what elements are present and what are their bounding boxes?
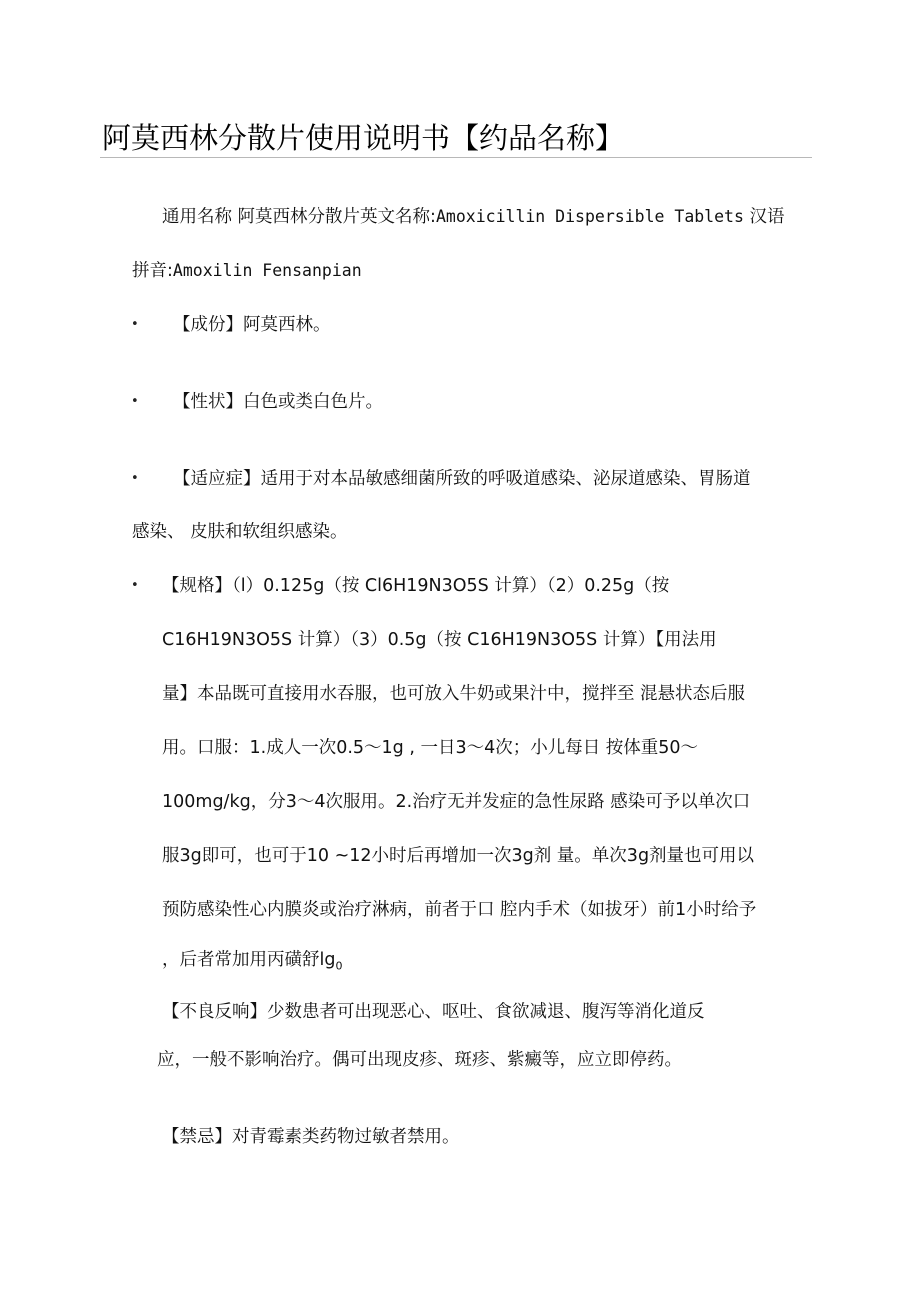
ingredients-text: 【成份】阿莫西林。 [173, 315, 331, 335]
specs-last-subscript: 0 [335, 959, 343, 973]
name-line-2 [132, 257, 362, 285]
pinyin-name-text: Amoxilin Fensanpian [172, 261, 362, 280]
specs-line-7: 预防感染性心内膜炎或治疗淋病，前者于口 腔内手术（如拔牙）前1小时给予 [162, 900, 757, 920]
indications-line-2: 感染、 皮肤和软组织感染。 [132, 522, 348, 542]
specs-line-4: 用。口服：1.成人一次0.5〜1g , 一日3〜4次；小儿每日 按体重50〜 [162, 738, 699, 758]
bullet-marker: • [131, 471, 139, 486]
generic-name-text: 通用名称 阿莫西林分散片英文名称: [162, 207, 436, 227]
bullet-marker: • [131, 578, 139, 593]
specs-line-6: 服3g即可，也可于10 ~12小时后再增加一次3g剂 量。单次3g剂量也可用以 [162, 846, 755, 866]
page-title: 阿莫西林分散片使用说明书【约品名称】 [102, 121, 625, 155]
name-line-1 [162, 203, 785, 231]
specs-line-2: C16H19N3O5S 计算）（3）0.5g（按 C16H19N3O5S 计算）【用法用 [162, 630, 717, 650]
english-name-text: Amoxicillin Dispersible Tablets [435, 207, 744, 226]
contraindications-text: 【禁忌】对青霉素类药物过敏者禁用。 [162, 1127, 460, 1147]
indications-line-1: 【适应症】适用于对本品敏感细菌所致的呼吸道感染、泌尿道感染、胃肠道 [173, 469, 751, 489]
specs-line-5: 100mg/kg，分3〜4次服用。2.治疗无并发症的急性尿路 感染可予以单次口 [162, 792, 751, 812]
specs-line-3: 量】本品既可直接用水吞服，也可放入牛奶或果汁中，搅拌至 混悬状态后服 [162, 684, 746, 704]
adverse-line-2: 应，一般不影响治疗。偶可出现皮疹、斑疹、紫癜等，应立即停药。 [157, 1050, 682, 1070]
adverse-line-1: 【不良反响】少数患者可出现恶心、呕吐、食欲减退、腹泻等消化道反 [162, 1002, 705, 1022]
bullet-marker: • [131, 317, 139, 332]
specs-line-1: 【规格】（l）0.125g（按 Cl6H19N3O5S 计算）（2）0.25g（按 [162, 576, 670, 596]
bullet-marker: • [131, 394, 139, 409]
appearance-text: 【性状】白色或类白色片。 [173, 392, 383, 412]
title-divider [100, 157, 812, 158]
specs-line-8 [162, 946, 342, 981]
specs-last-text: ，后者常加用丙磺舒lg [162, 950, 336, 970]
pinyin-label-start: 汉语 [743, 207, 785, 227]
pinyin-label: 拼音: [132, 261, 173, 281]
